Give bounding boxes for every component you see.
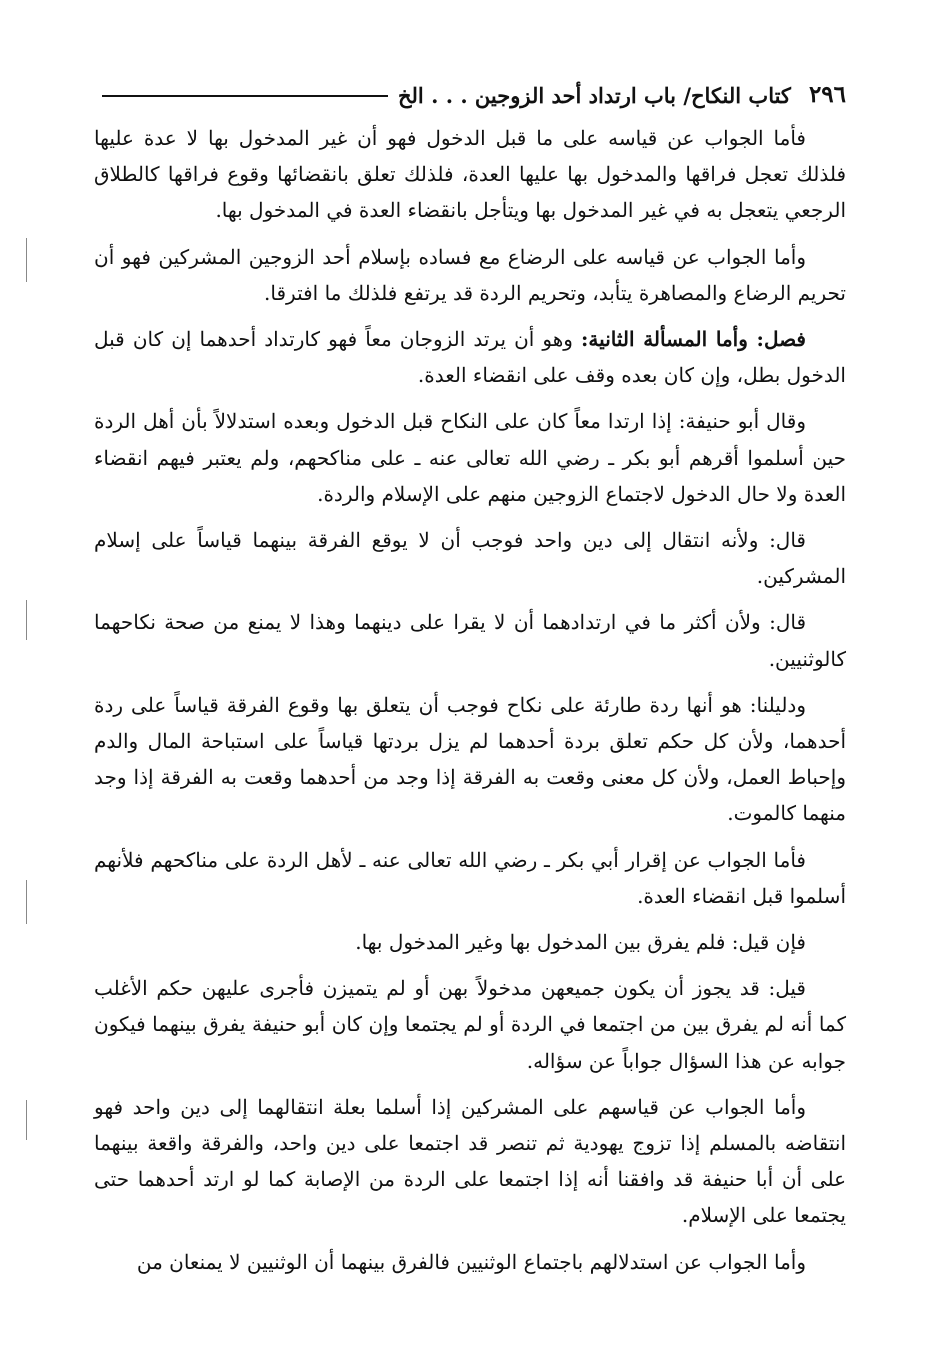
page-number: ٢٩٦ bbox=[808, 81, 846, 108]
page-body bbox=[94, 120, 846, 1290]
paragraph: وأما الجواب عن استدلالهم باجتماع الوثنيين فالفرق بينهما أن الوثنيين لا يمنعان من bbox=[136, 1249, 806, 1274]
margin-line bbox=[26, 238, 27, 282]
paragraph: فإن قيل: فلم يفرق بين المدخول بها وغير المدخول بها. bbox=[355, 930, 806, 955]
paragraph: وأما الجواب عن قياسه على الرضاع مع فساده بإسلام أحد الزوجين المشركين فهو أن تحريم الرضاع والمصاهرة يتأبد، وتحريم الردة قد يرتفع فلذلك ما افترقا. bbox=[94, 244, 846, 305]
margin-line bbox=[26, 880, 27, 924]
paragraph: وقال أبو حنيفة: إذا ارتدا معاً كان على النكاح قبل الدخول وبعده استدلالاً بأن أهل الردة حين أسلموا أقرهم أبو بكر ـ رضي الله تعالى عنه ـ على مناكحهم، ولم يعتبر فيهم انقضاء العدة ولا حال الدخول لاجتماع الزوجين منهم على الإسلام والردة. bbox=[94, 409, 846, 506]
paragraph: قال: ولأنه انتقال إلى دين واحد فوجب أن لا يوقع الفرقة بينهما قياساً على إسلام المشركين. bbox=[94, 528, 846, 589]
paragraph: ودليلنا: هو أنها ردة طارئة على نكاح فوجب أن يتعلق بها وقوع الفرقة قياساً على ردة أحدهما، ولأن كل حكم تعلق بردة أحدهما لم يزل بردتها قياساً على استباحة المال والدم وإحباط العمل، ولأن كل معنى وقعت به الفرقة إذا وجد من أحدهما وقعت به الفرقة إذا وجد منهما كالموت. bbox=[94, 692, 846, 826]
running-header bbox=[92, 62, 846, 109]
paragraph: وأما الجواب عن قياسهم على المشركين إذا أسلما بعلة انتقالهما إلى دين واحد فهو انتقاضه بالمسلم إذا تزوج يهودية ثم تنصر قد اجتمعا على دين واحد، والفرقة واقعة بينهما على أن أبا حنيفة قد وافقنا أنه إذا اجتمعا على الردة من الإصابة كما لو ارتد أحدهما حتى يجتمعا على الإسلام. bbox=[94, 1094, 846, 1228]
running-title: كتاب النكاح/ باب ارتداد أحد الزوجين . . . الخ bbox=[397, 83, 791, 108]
paragraph: قال: ولأن أكثر ما في ارتدادهما أن لا يقرا على دينهما وهذا لا يمنع من صحة نكاحهما كالوثنيين. bbox=[94, 610, 846, 671]
paragraph: فصل: وأما المسألة الثانية: وهو أن يرتد الزوجان معاً فهو كارتداد أحدهما إن كان قبل الدخول بطل، وإن كان بعده وقف على انقضاء العدة. bbox=[94, 327, 846, 388]
section-heading: فصل: وأما المسألة الثانية: bbox=[581, 327, 806, 352]
paragraph: قيل: قد يجوز أن يكون جميعهن مدخولاً بهن أو لم يتميزن فأجرى عليهن حكم الأغلب كما أنه لم يفرق بين من اجتمعا في الردة أو لم يجتمعا وإن كان أبو حنيفة يفرق بينهما فيكون جوابه عن هذا السؤال جواباً عن سؤاله. bbox=[94, 976, 846, 1073]
paragraph: فأما الجواب عن إقرار أبي بكر ـ رضي الله تعالى عنه ـ لأهل الردة على مناكحهم فلأنهم أسلموا قبل انقضاء العدة. bbox=[94, 847, 846, 908]
paragraph: فأما الجواب عن قياسه على ما قبل الدخول فهو أن غير المدخول بها لا عدة عليها فلذلك تعجل فراقها والمدخول بها عليها العدة، فلذلك تعلق بانقضائها وقوع فراقها كالطلاق الرجعي يتعجل به في غير المدخول بها ويتأجل بانقضاء العدة في المدخول بها. bbox=[94, 126, 846, 223]
margin-line bbox=[26, 600, 27, 640]
margin-line bbox=[26, 1100, 27, 1140]
header-rule bbox=[102, 95, 388, 97]
